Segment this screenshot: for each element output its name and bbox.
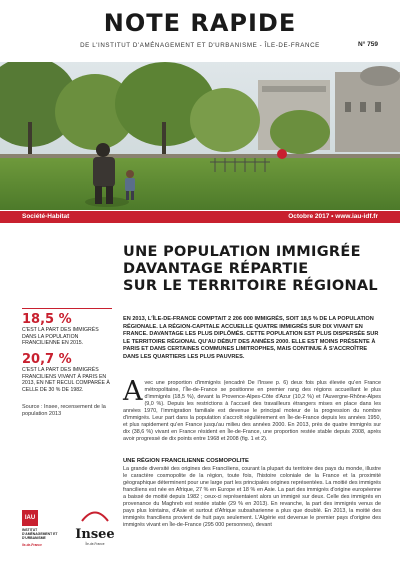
stat-block-1: [22, 312, 112, 347]
publication-title: NOTE RAPIDE: [103, 9, 297, 37]
iau-name: INSTITUT D'AMÉNAGEMENT ET D'URBANISME: [22, 528, 58, 541]
stat-divider: [22, 308, 112, 309]
section-heading: UNE RÉGION FRANCILIENNE COSMOPOLITE: [123, 458, 249, 464]
cover-photo: [0, 62, 400, 210]
headline-line-1: UNE POPULATION IMMIGRÉE: [123, 244, 361, 260]
body-text-1: vec une proportion d'immigrés (encadré De l'Insee p. 6) deux fois plus élevée qu'en France métropolitaine, l'Île-de-France se positionne en premier rang des régions accueillant le plus d'immigrés (18,5 %), devant la Provence-Alpes-Côte d'Azur (10,2 %) et l'Auvergne-Rhône-Alpes (9,0 %). Depuis les restrictions à l'accueil des travailleurs étrangers mises en place dans les années 1970, l'immigration familiale est devenue le principal moteur de la progression du nombre d'immigrés. Leur part dans la population s'accroît régulièrement en Île-de-France depuis les années 1950, et plus rapidement qu'en France jusqu'au milieu des années 2000. En 2013, près de quatre immigrés sur dix (38,6 %) vivant en France résident en Île-de-France, une proportion restée stable depuis 2008, après avoir progressé de dix points entre 1968 et 2008 (fig. 1 et 2).: [123, 380, 381, 442]
lead-paragraph: EN 2013, L'ÎLE-DE-FRANCE COMPTAIT 2 206 000 IMMIGRÉS, SOIT 18,5 % DE LA POPULATION RÉGIONALE. LA RÉGION-CAPITALE ACCUEILLE QUATRE IMMIGRÉS SUR DIX VIVANT EN FRANCE. DAVANTAGE LES PLUS DIPLÔMÉS. CETTE POPULATION EST PLUS DISPERSÉE SUR LE TERRITOIRE RÉGIONAL QU'AU DÉBUT DES ANNÉES 2000. ELLE EST MOINS PRÉSENTE À PARIS ET DANS CERTAINES COMMUNES LIMITROPHES, MAIS CONTINUE À S'ACCROÎTRE DANS LES QUARTIERS LES PLUS PAUVRES.: [123, 316, 379, 360]
insee-logo: [70, 508, 120, 546]
insee-subtitle: Île-de-France: [85, 542, 105, 546]
issue-number: N° 759: [358, 41, 378, 48]
body-paragraph-1: [123, 376, 381, 443]
body-paragraph-2: La grande diversité des origines des Franciliens, courant la plupart du territoire des pays du monde, illustre le caractère cosmopolite de la région, toute fois, l'histoire coloniale de la France et la proximité géographique déterminent pour une large part les principales origines représentées. La moitié des immigrés franciliens est née en Afrique, 27 % en Europe et 18 % en Asie. La part des immigrés d'origine européenne a baissé de moitié depuis 1982 ; ceux-ci représentaient alors un immigré sur deux. Celle des immigrés en provenance du Maghreb est restée stable (29 % en 2013). En revanche, la part des immigrés venus de pays plus lointains, d'Asie et surtout d'Afrique subsaharienne a plus que doublé. En 2013, la moitié des immigrés franciliens provient de huit pays seulement. L'Algérie est devenue le premier pays d'origine des immigrés vivant en Île-de-France (295 000 personnes), devant: [123, 466, 381, 528]
iau-tag: île-de-France: [22, 542, 42, 547]
stat-value: 18,5 %: [22, 312, 72, 327]
insee-arc-icon: [80, 508, 110, 522]
headline-line-2: DAVANTAGE RÉPARTIE: [123, 261, 309, 277]
stat-block-2: [22, 352, 112, 393]
stat-text: C'EST LA PART DES IMMIGRÉS FRANCILIENS VIVANT À PARIS EN 2013, EN NET RECUL COMPARÉE À CELLE DE 30 % DE 1982.: [22, 367, 110, 393]
section-label: Société-Habitat: [22, 213, 70, 220]
publication-subtitle: DE L'INSTITUT D'AMÉNAGEMENT ET D'URBANISME - ÎLE-DE-FRANCE: [80, 42, 320, 49]
article-headline: [123, 244, 383, 295]
date-website: Octobre 2017 • www.iau-idf.fr: [288, 213, 378, 220]
source-note: Source : Insee, recensement de la population 2013: [22, 404, 106, 417]
iau-logo: [22, 510, 64, 547]
masthead: [0, 0, 400, 64]
drop-cap: A: [123, 376, 143, 407]
stat-value: 20,7 %: [22, 352, 72, 367]
insee-name: Insee: [75, 527, 115, 542]
stat-text: C'EST LA PART DES IMMIGRÉS DANS LA POPULATION FRANCILIENNE EN 2015.: [22, 327, 99, 347]
iau-mark: IAU: [22, 510, 38, 526]
section-banner: [0, 211, 400, 223]
headline-line-3: SUR LE TERRITOIRE RÉGIONAL: [123, 278, 378, 294]
park-scene-image: [0, 62, 400, 210]
